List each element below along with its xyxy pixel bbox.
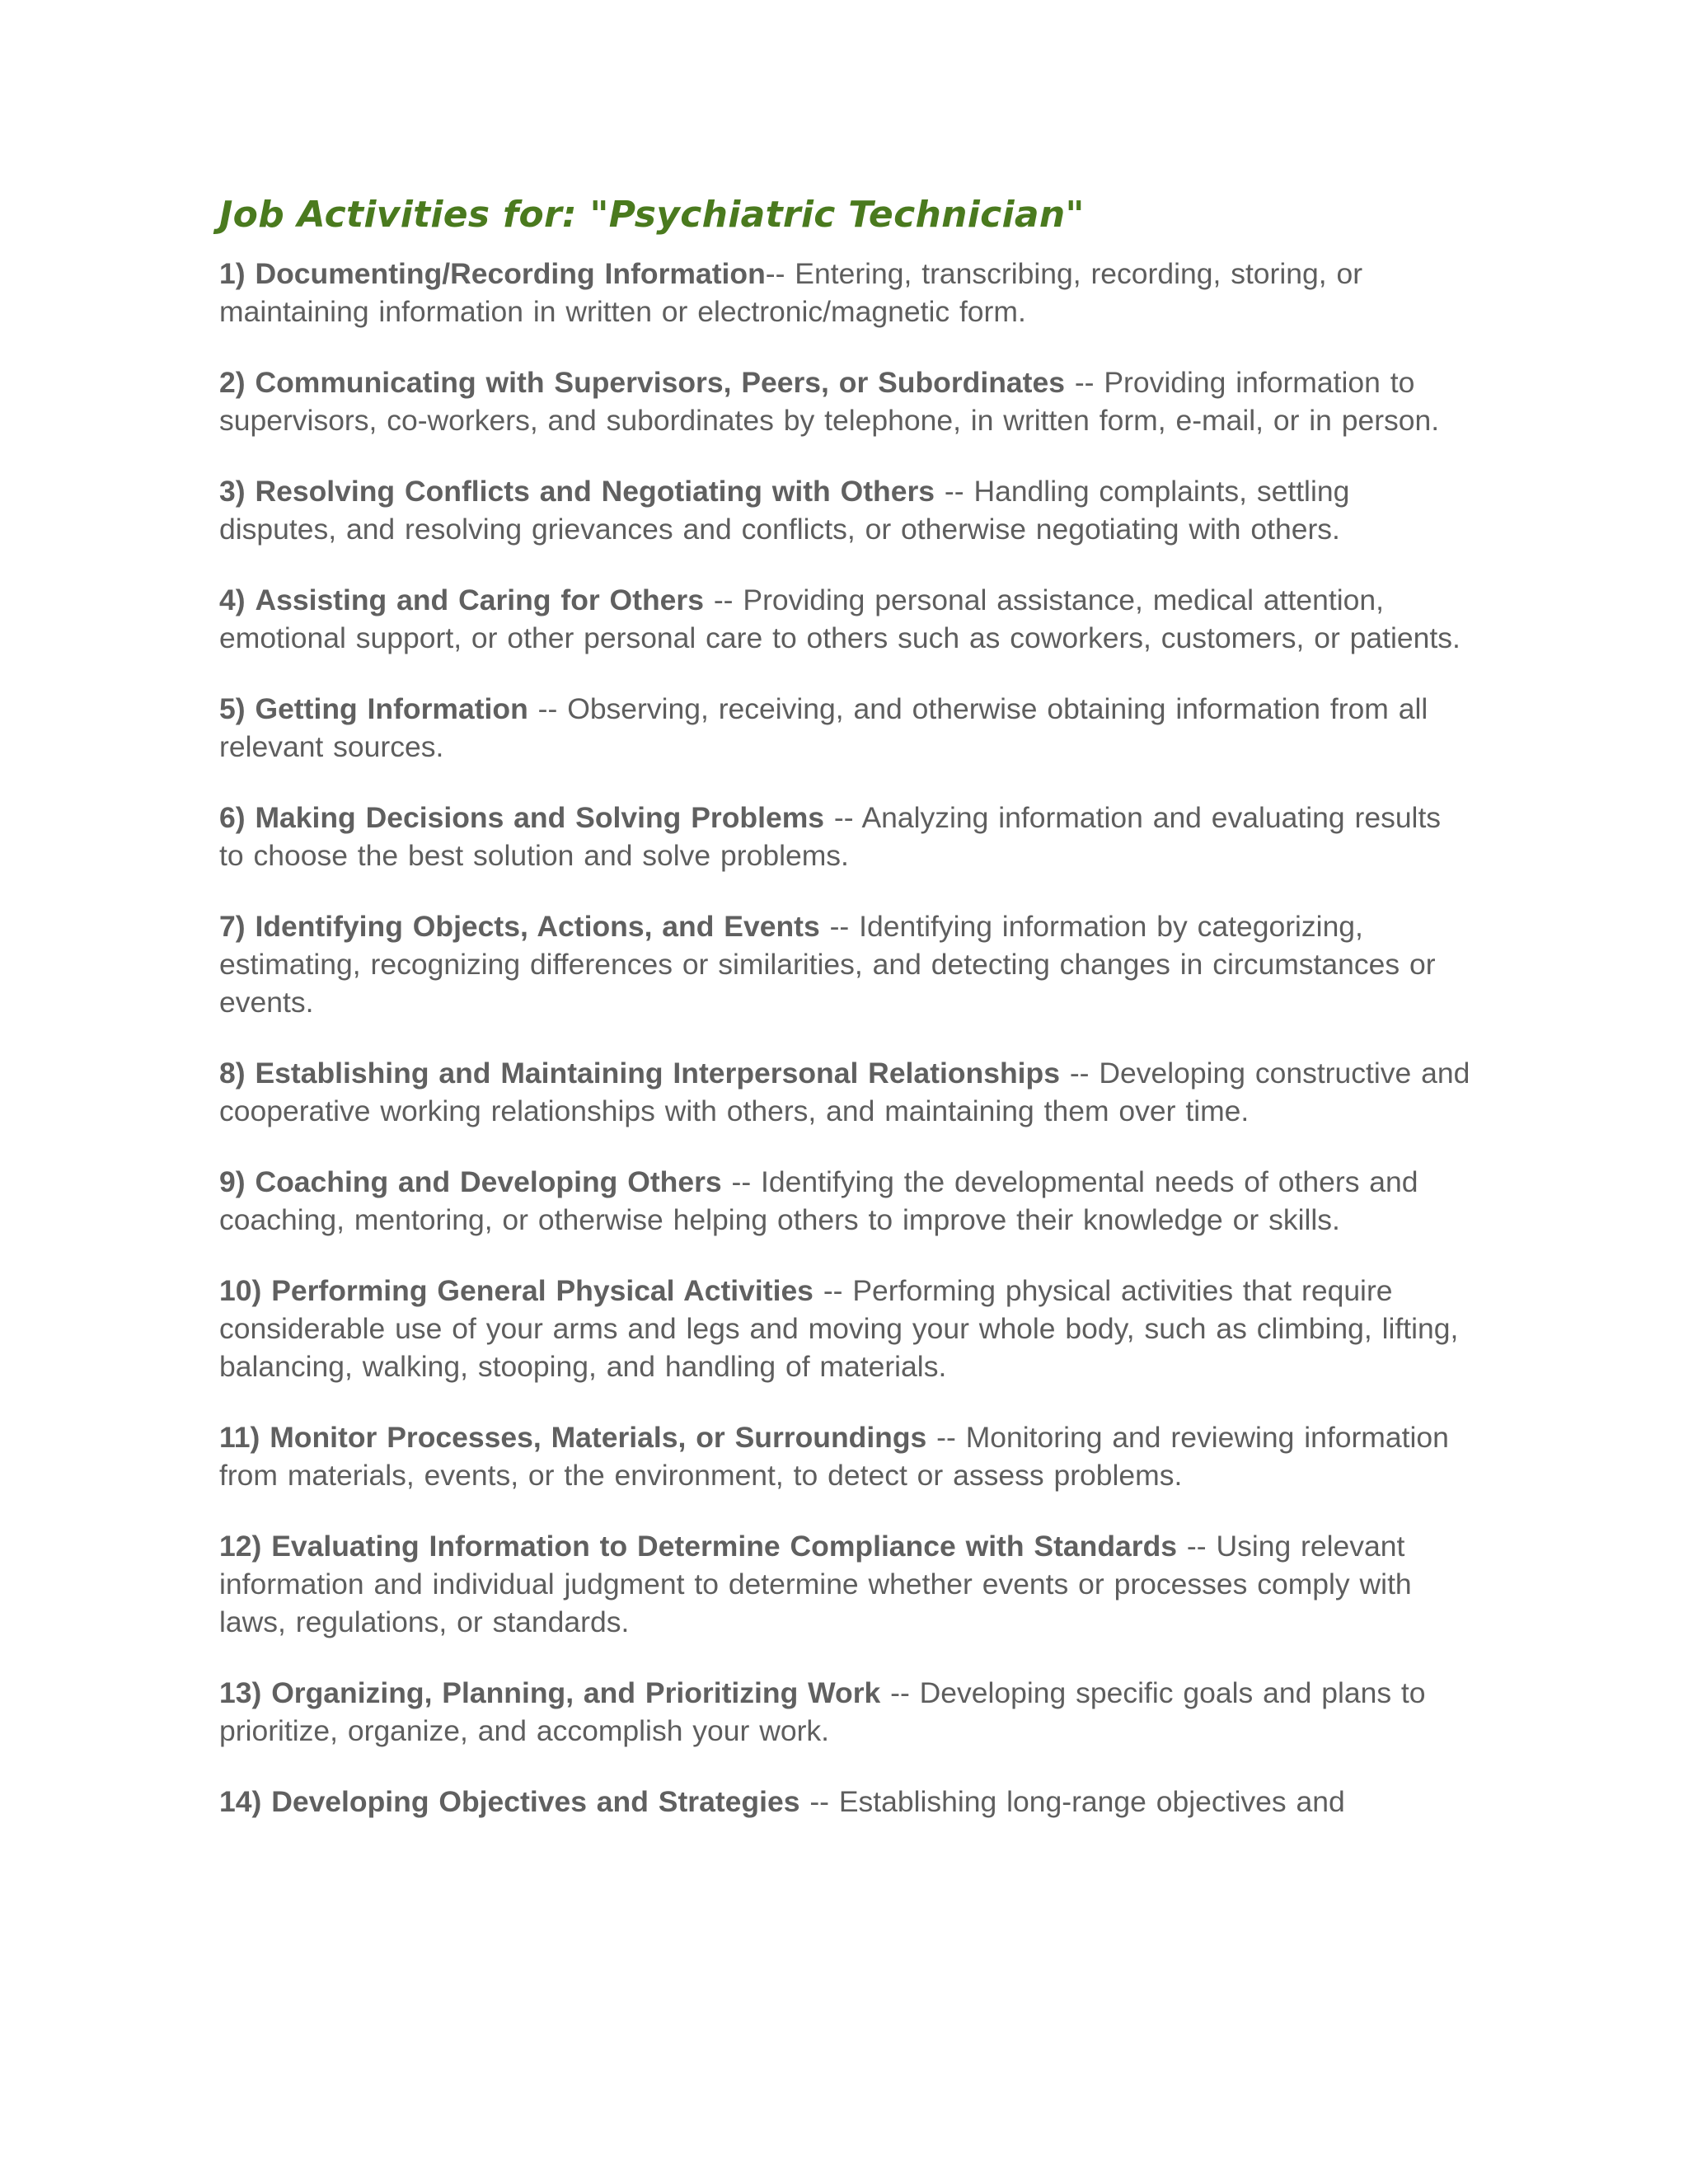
activity-name: Establishing and Maintaining Interpersonal Relationships — [255, 1056, 1060, 1090]
activity-number: 14) — [219, 1784, 262, 1818]
activity-number: 12) — [219, 1529, 262, 1563]
activity-item — [219, 1783, 1472, 1821]
activity-description: Handling complaints, settling disputes, and resolving grievances and conflicts, or otherwise negotiating with others. — [219, 474, 1350, 546]
activity-separator: -- — [537, 691, 558, 725]
activity-name: Performing General Physical Activities — [271, 1273, 814, 1307]
activity-number: 4) — [219, 583, 246, 616]
activity-name: Monitor Processes, Materials, or Surroundings — [270, 1420, 927, 1454]
activity-description: Identifying information by categorizing, estimating, recognizing differences or similarities, and detecting changes in circumstances or events. — [219, 909, 1436, 1019]
activity-description: Developing constructive and cooperative working relationships with others, and maintaining them over time. — [219, 1056, 1470, 1127]
activity-name: Making Decisions and Solving Problems — [255, 800, 824, 834]
activity-description: Analyzing information and evaluating results to choose the best solution and solve problems. — [219, 800, 1442, 872]
activity-description: Using relevant information and individual judgment to determine whether events or processes comply with laws, regulations, or standards. — [219, 1529, 1412, 1638]
activity-separator: -- — [1069, 1056, 1090, 1090]
activity-separator: -- — [890, 1675, 910, 1709]
activity-separator: -- — [829, 909, 850, 943]
activity-number: 13) — [219, 1675, 262, 1709]
activity-item — [219, 255, 1472, 330]
activity-item — [219, 907, 1472, 1021]
activity-separator: -- — [944, 474, 964, 508]
activity-number: 11) — [219, 1420, 260, 1454]
activity-name: Identifying Objects, Actions, and Events — [255, 909, 820, 943]
activity-item — [219, 1418, 1472, 1494]
activity-separator: -- — [833, 800, 854, 834]
activity-item — [219, 581, 1472, 657]
activity-separator: -- — [1074, 365, 1095, 399]
activity-number: 3) — [219, 474, 246, 508]
activity-number: 9) — [219, 1165, 246, 1198]
activity-name: Developing Objectives and Strategies — [271, 1784, 800, 1818]
activity-description: Providing information to supervisors, co-workers, and subordinates by telephone, in written form, e-mail, or in person. — [219, 365, 1440, 437]
activity-separator: -- — [823, 1273, 843, 1307]
activity-number: 1) — [219, 256, 246, 290]
activity-item — [219, 472, 1472, 548]
activity-name: Organizing, Planning, and Prioritizing Work — [271, 1675, 881, 1709]
activity-description: Monitoring and reviewing information from materials, events, or the environment, to detect or assess problems. — [219, 1420, 1449, 1492]
activity-separator: -- — [713, 583, 734, 616]
activity-item — [219, 1163, 1472, 1239]
activity-number: 5) — [219, 691, 246, 725]
activity-description: Observing, receiving, and otherwise obtaining information from all relevant sources. — [219, 691, 1428, 763]
activity-description: Identifying the developmental needs of others and coaching, mentoring, or otherwise helping others to improve their knowledge or skills. — [219, 1165, 1418, 1236]
activity-item — [219, 799, 1472, 874]
document-page — [219, 194, 1472, 1854]
activity-description: Entering, transcribing, recording, storing, or maintaining information in written or electronic/magnetic form. — [219, 256, 1363, 328]
activity-item — [219, 1272, 1472, 1385]
activity-separator: -- — [731, 1165, 752, 1198]
activity-separator: -- — [936, 1420, 956, 1454]
activity-item — [219, 363, 1472, 439]
activity-number: 2) — [219, 365, 246, 399]
activity-number: 8) — [219, 1056, 246, 1090]
activity-separator: -- — [1186, 1529, 1207, 1563]
activity-name: Assisting and Caring for Others — [255, 583, 704, 616]
activity-item — [219, 1527, 1472, 1641]
activity-item — [219, 690, 1472, 766]
activity-number: 6) — [219, 800, 246, 834]
activity-description: Providing personal assistance, medical attention, emotional support, or other personal care to others such as coworkers, customers, or patients. — [219, 583, 1461, 654]
activity-item — [219, 1674, 1472, 1750]
activity-name: Getting Information — [255, 691, 528, 725]
activity-name: Resolving Conflicts and Negotiating with Others — [255, 474, 935, 508]
activity-name: Communicating with Supervisors, Peers, or Subordinates — [255, 365, 1065, 399]
activity-separator: -- — [809, 1784, 829, 1818]
activity-number: 7) — [219, 909, 246, 943]
activity-separator: -- — [765, 256, 785, 290]
activity-description: Performing physical activities that require considerable use of your arms and legs and moving your whole body, such as climbing, lifting, balancing, walking, stooping, and handling of materials. — [219, 1273, 1459, 1383]
activity-name: Evaluating Information to Determine Compliance with Standards — [271, 1529, 1178, 1563]
activity-name: Documenting/Recording Information — [255, 256, 766, 290]
activity-name: Coaching and Developing Others — [255, 1165, 722, 1198]
activity-item — [219, 1054, 1472, 1130]
activity-description: Establishing long-range objectives and — [838, 1784, 1345, 1818]
activity-number: 10) — [219, 1273, 262, 1307]
page-title: Job Activities for: "Psychiatric Technician" — [219, 194, 1085, 236]
activity-description: Developing specific goals and plans to prioritize, organize, and accomplish your work. — [219, 1675, 1426, 1747]
